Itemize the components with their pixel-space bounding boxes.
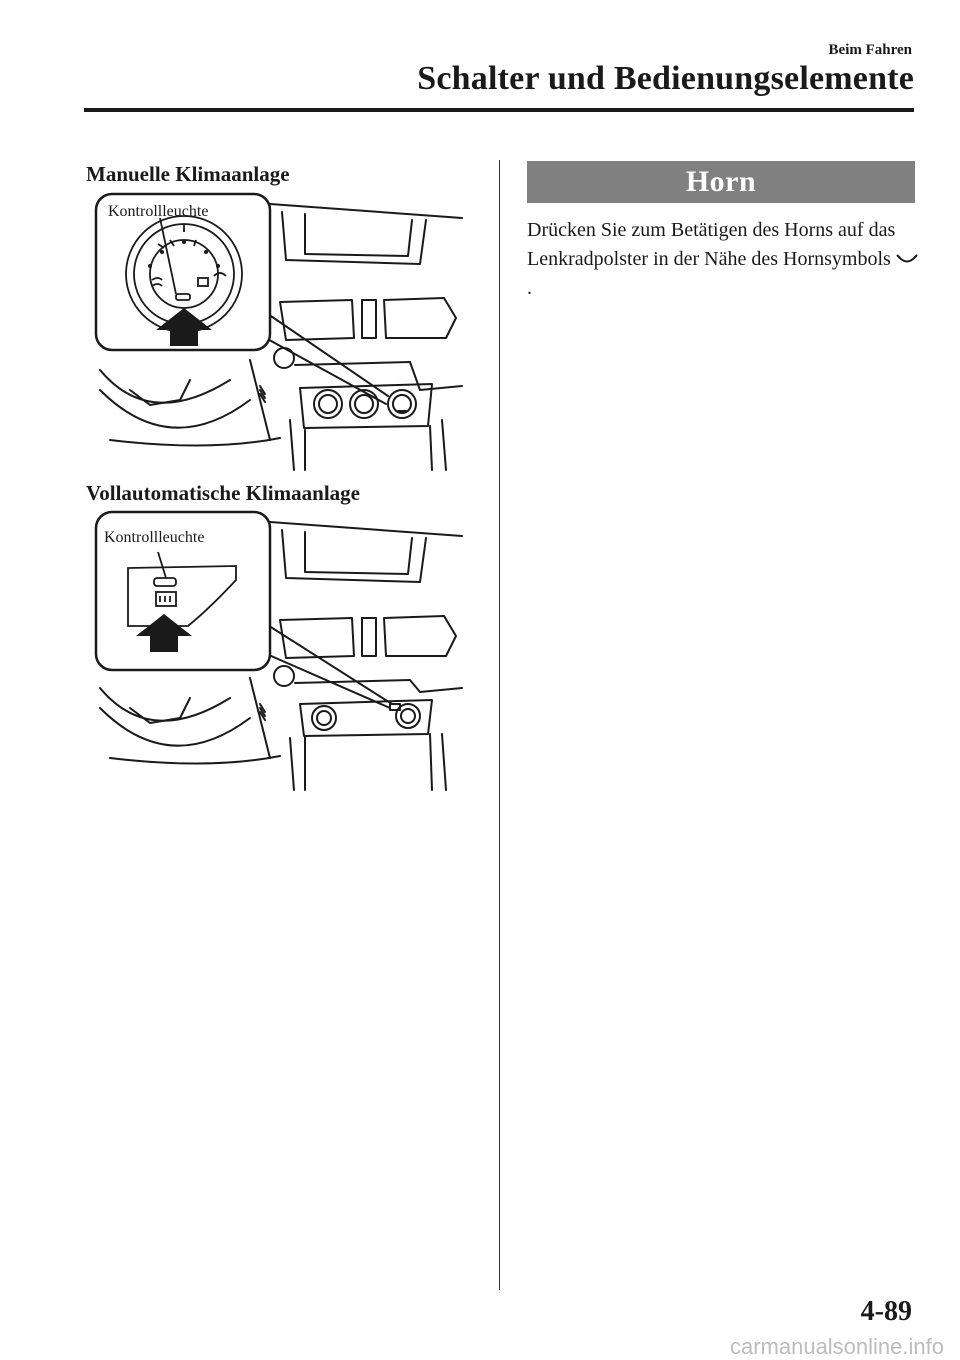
- figure2-callout-label: Kontrollleuchte: [104, 529, 205, 546]
- section-title-horn: Horn: [527, 161, 915, 203]
- column-divider: [499, 160, 500, 1290]
- chapter-label: Beim Fahren: [828, 42, 912, 58]
- page-title: Schalter und Bedienungselemente: [417, 60, 914, 97]
- page-number: 4-89: [860, 1296, 912, 1327]
- automatic-climate-illustration: [90, 508, 468, 792]
- manual-climate-illustration: [90, 190, 468, 472]
- figure1-heading: Manuelle Klimaanlage: [86, 162, 290, 186]
- figure2-heading: Vollautomatische Klimaanlage: [86, 481, 360, 505]
- watermark: carmanualsonline.info: [729, 1334, 944, 1359]
- horn-instructions-end: .: [527, 277, 532, 299]
- horn-instructions: [527, 216, 922, 303]
- horn-icon: [896, 253, 918, 267]
- horn-instructions-text: Drücken Sie zum Betätigen des Horns auf das Lenkradpolster in der Nähe des Hornsymbols: [527, 219, 896, 270]
- figure1-callout-label: Kontrollleuchte: [108, 203, 209, 220]
- header-rule: [84, 108, 914, 112]
